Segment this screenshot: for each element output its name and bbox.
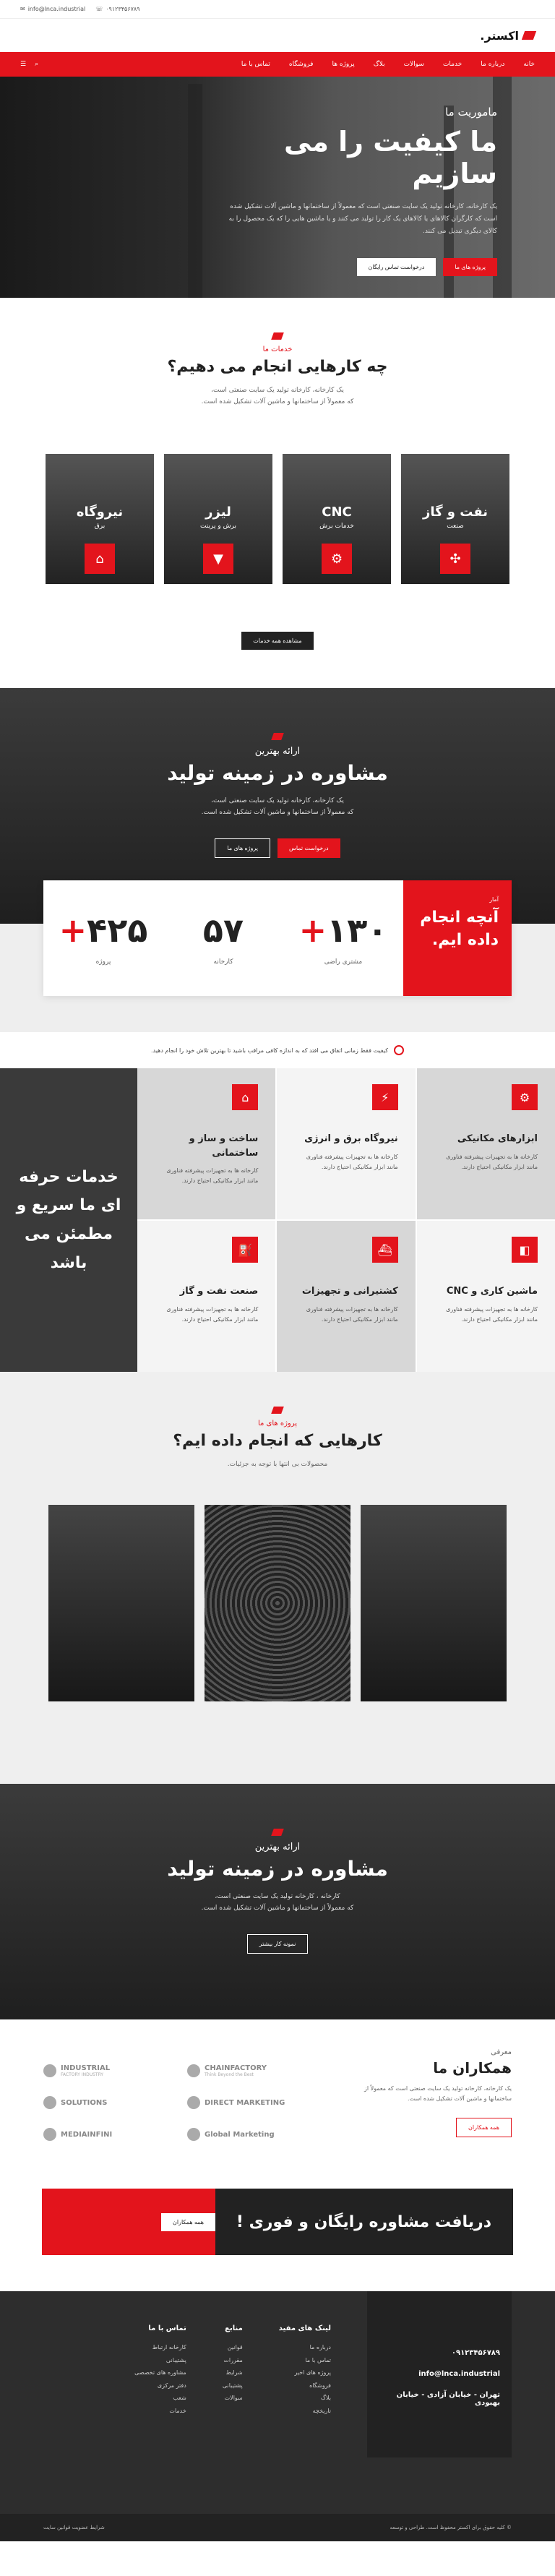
footer-phone[interactable]: ۰۹۱۲۳۴۵۶۷۸۹ [451,2349,500,2357]
feature-title: صنعت نفت و گاز [179,1286,259,1297]
card-title: نیروگاه [76,505,124,520]
footer-link[interactable]: پشتیبانی [222,2382,243,2389]
consult2-text-2: که معمولاً از ساختمانها و ماشین آلات تشکیل شده است. [201,1905,354,1912]
top-phone[interactable]: ☏ ۰۹۱۲۳۴۵۶۷۸۹ [95,6,140,12]
partner-logo[interactable]: INDUSTRIAL FACTORY INDUSTRY [43,2064,173,2077]
copyright-text: © کلیه حقوق برای اکستر محفوظ است. طراحی و توسعه [390,2525,512,2530]
feature-desc: کارخانه ها به تجهیزات پیشرفته فناوری مانند ابزار مکانیکی احتیاج دارند. [446,1153,538,1170]
main-nav [0,52,555,77]
footer-col-contact: تماس با ما کارخانه ارتباط پشتیبانی مشاوره های تخصصی دفتر مرکزی شعب خدمات [134,2324,186,2491]
nav-projects[interactable]: پروژه ها [332,61,355,68]
nav-home[interactable]: خانه [523,61,535,68]
copyright-bar [0,2514,555,2541]
consult-call-button[interactable]: درخواست تماس [278,838,340,858]
cta-button[interactable]: همه همکاران [161,2213,215,2231]
feature-cell[interactable] [277,1068,415,1219]
search-icon[interactable]: ⌕ [35,61,39,68]
card-sub: خدمات برش [319,523,354,531]
footer-contact [367,2291,512,2457]
consult-projects-button[interactable]: پروژه های ما [215,838,270,858]
quality-notice [0,1032,555,1068]
feature-desc: کارخانه ها به تجهیزات پیشرفته فناوری مانند ابزار مکانیکی احتیاج دارند. [166,1305,259,1323]
services-section [0,298,555,688]
footer-link[interactable]: دفتر مرکزی [157,2382,186,2389]
services-sub: خدمات ما [262,345,293,353]
solutions-logo-icon [43,2096,56,2109]
nav-contact[interactable]: تماس با ما [241,61,270,68]
consult2-sub: ارائه بهترین [254,1842,301,1852]
partner-logo[interactable]: CHAINFACTORY Think Beyond the Best [187,2064,317,2077]
footer-link[interactable]: پروژه های اخیر [294,2369,331,2377]
feature-cell[interactable] [277,1221,415,1372]
footer-col-links: لینک های مفید درباره ما تماس با ما پروژه های اخیر فروشگاه بلاگ تاریخچه [279,2324,331,2491]
projects-sub: پروژه های ما [257,1420,298,1427]
nav-faq[interactable]: سوالات [403,61,424,68]
stats-box [43,880,512,996]
footer-link[interactable]: پشتیبانی [165,2356,186,2364]
footer-email[interactable]: info@lnca.industrial [418,2370,500,2378]
notice-text: کیفیت فقط زمانی اتفاق می افتد که به اندازه کافی مراقب باشید تا بهترین تلاش خود را انجام دهید. [150,1047,389,1054]
service-card-power[interactable] [46,454,154,584]
hamburger-icon[interactable]: ☰ [20,61,27,68]
nav-blog[interactable]: بلاگ [373,61,385,68]
hero-kicker: ماموریت ما [445,106,497,119]
nav-icons [20,61,38,68]
footer-link[interactable]: تاریخچه [312,2407,331,2414]
feature-title: کشتیرانی و تجهیزات [301,1286,398,1297]
brand-name: اکستر. [480,28,519,43]
nav-about[interactable]: درباره ما [481,61,505,68]
footer-address: تهران - خیابان آزادی - خیابان بهبودی [396,2391,500,2407]
feature-title: ماشین کاری و CNC [446,1286,538,1297]
consult2-section [0,1784,555,2019]
ship-icon: ⛴ [372,1237,398,1263]
feature-cell[interactable] [417,1068,555,1219]
feature-cell[interactable] [417,1221,555,1372]
features-section [0,1068,555,1372]
consult-text-1: یک کارخانه، کارخانه تولید یک سایت صنعتی است، [211,797,344,804]
partner-logo[interactable]: DIRECT MARKETING [187,2096,317,2109]
consult2-text-1: کارخانه ، کارخانه تولید یک سایت صنعتی است، [215,1893,340,1900]
top-bar [0,0,555,19]
check-circle-icon [394,1045,404,1055]
card-sub: برق [94,523,106,531]
project-image-turbine[interactable] [361,1505,507,1701]
project-image-stairs[interactable] [48,1505,194,1701]
projects-gallery [0,1505,555,1701]
section-flag-icon [271,332,284,340]
industrial-logo-icon [43,2064,56,2077]
card-title: CNC [322,505,352,520]
stats-section [0,896,555,1068]
feature-title: نیروگاه برق و انرژی [304,1133,398,1144]
section-flag-icon [271,733,284,740]
direct-marketing-logo-icon [187,2096,200,2109]
partners-title: همکاران ما [433,2059,512,2077]
card-sub: برش و پرینت [199,523,237,531]
partners-text: یک کارخانه، کارخانه تولید یک سایت صنعتی است که معمولاً از ساختمانها و ماشین آلات تشکیل شده است. [363,2085,512,2103]
legal-links[interactable]: شرایط عضویت قوانین سایت [43,2525,105,2530]
consult-text-2: که معمولاً از ساختمانها و ماشین آلات تشکیل شده است. [201,809,354,817]
chainfactory-logo-icon [187,2064,200,2077]
card-sub: صنعت [447,523,464,531]
footer-link[interactable]: بلاگ [320,2395,331,2402]
card-title: لیزر [205,505,231,520]
consult2-title: مشاوره در زمینه تولید [167,1857,388,1881]
projects-section [0,1372,555,1784]
all-services-button[interactable]: مشاهده همه خدمات [241,632,313,650]
partner-logo[interactable]: MEDIAINFINI [43,2128,173,2141]
consult-sub: ارائه بهترین [254,746,301,757]
hero-content [223,106,497,276]
projects-title: کارهایی که انجام داده ایم؟ [173,1432,382,1450]
logo[interactable] [480,29,535,43]
footer-link[interactable]: تماس با ما [305,2356,331,2364]
mail-icon: ✉ [20,6,25,12]
more-projects-button[interactable]: نمونه کار بیشتر [247,1934,309,1954]
laser-icon: ▼ [203,544,233,574]
footer-link[interactable]: قوانین [227,2344,243,2350]
footer-col-resources: منابع قوانین مقررات شرایط پشتیبانی سوالات [223,2324,243,2491]
hero-title: ما کیفیت را می سازیم [283,126,497,189]
consult-title: مشاوره در زمینه تولید [167,761,388,785]
oil-icon: ⛽ [232,1237,258,1263]
service-card-cnc[interactable] [283,454,391,584]
feature-cell[interactable] [137,1221,275,1372]
logo-mark-icon [522,31,536,40]
footer-link[interactable]: مشاوره های تخصصی [134,2369,186,2377]
crane-icon: ⌂ [232,1084,258,1110]
footer-link[interactable]: فروشگاه [309,2382,331,2389]
feature-desc: کارخانه ها به تجهیزات پیشرفته فناوری مانند ابزار مکانیکی احتیاج دارند. [306,1153,398,1170]
hero-call-request-button[interactable]: درخواست تماس رایگان [357,258,436,276]
stats-lead-big: آنچه انجام داده ایم. [420,909,499,949]
top-contacts [20,6,140,12]
cnc-icon: ◧ [512,1237,538,1263]
section-flag-icon [271,1407,284,1414]
service-card-laser[interactable] [164,454,272,584]
footer-link[interactable]: کارخانه ارتباط [152,2344,186,2350]
features-lead: خدمات حرفه ای ما سریع و مطمئن می باشد [0,1068,137,1372]
stat-item: +۱۳۰ مشتری راضی [298,911,388,966]
all-partners-button[interactable]: همه همکاران [456,2118,512,2137]
gear-icon: ⚙ [512,1084,538,1110]
pipe-icon: ✣ [440,544,470,574]
partner-logo[interactable]: SOLUTIONS [43,2096,173,2109]
phone-icon: ☏ [95,6,103,12]
header [0,19,555,52]
footer-link[interactable]: خدمات [169,2407,186,2414]
stats-lead [403,880,512,996]
hero-projects-button[interactable]: پروژه های ما [443,258,497,276]
stat-item: +۴۲۵ پروژه [59,911,148,966]
feature-desc: کارخانه ها به تجهیزات پیشرفته فناوری مانند ابزار مکانیکی احتیاج دارند. [166,1167,259,1185]
feature-cell[interactable] [137,1068,275,1219]
stats-lead-small: آمار [489,896,499,903]
services-text-2: که معمولاً از ساختمانها و ماشین آلات تشکیل شده است. [201,398,354,406]
hero-text: یک کارخانه، کارخانه تولید یک سایت صنعتی است که معمولاً از ساختمانها و ماشین آلات تشکیل شده است که کارگران کالاهای یا کالاهای یک کار را تولید می کنند و یا ماشین هایی را که یک محصول را به کالای دیگری تبدیل می کنند. [228,203,497,236]
nav-shop[interactable]: فروشگاه [288,61,314,68]
cta-text: دریافت مشاوره رایگان و فوری ! [236,2212,491,2231]
partner-logos [43,2048,317,2141]
factory-icon: ⌂ [85,544,115,574]
energy-icon: ⚡ [372,1084,398,1110]
mediainfini-logo-icon [43,2128,56,2141]
footer-link[interactable]: مقررات [223,2356,243,2364]
features-grid [137,1068,555,1372]
partner-logo[interactable]: Global Marketing [187,2128,317,2141]
footer-link[interactable]: درباره ما [309,2344,331,2350]
cnc-icon: ⚙ [322,544,352,574]
stat-item: ۵۷ کارخانه [202,911,244,966]
footer-link[interactable]: سوالات [224,2395,243,2402]
feature-title: ابزارهای مکانیکی [457,1133,538,1144]
footer-link[interactable]: شرایط [225,2369,243,2377]
feature-title: ساخت و ساز و ساختمانی [189,1133,259,1159]
feature-desc: کارخانه ها به تجهیزات پیشرفته فناوری مانند ابزار مکانیکی احتیاج دارند. [306,1305,398,1323]
global-marketing-logo-icon [187,2128,200,2141]
nav-services[interactable]: خدمات [442,61,462,68]
partners-section [0,2019,555,2174]
top-email[interactable]: ✉ info@lnca.industrial [20,6,86,12]
service-card-oil-gas[interactable] [401,454,509,584]
footer-link[interactable]: شعب [173,2395,186,2402]
project-image-gear[interactable] [205,1505,350,1701]
services-title: چه کارهایی انجام می دهیم؟ [167,358,388,376]
cta-banner [42,2189,513,2255]
card-title: نفت و گاز [422,505,489,520]
feature-desc: کارخانه ها به تجهیزات پیشرفته فناوری مانند ابزار مکانیکی احتیاج دارند. [446,1305,538,1323]
service-cards [0,454,555,584]
projects-text: محصولات بی انتها با توجه به جزئیات. [227,1461,328,1468]
footer [0,2291,555,2514]
services-text-1: یک کارخانه، کارخانه تولید یک سایت صنعتی است، [211,387,344,394]
partners-sub: معرفی [491,2048,512,2056]
section-flag-icon [271,1829,284,1836]
hero-section [0,77,555,298]
